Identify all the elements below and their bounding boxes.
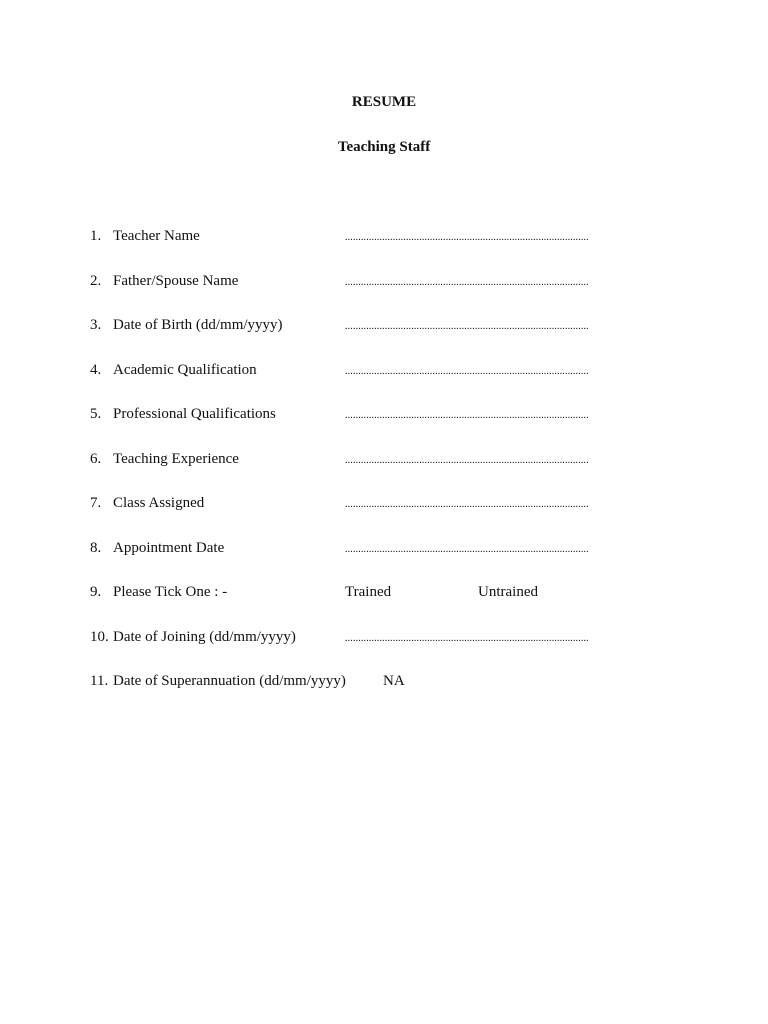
row-number: 2. [90,272,102,289]
row-number: 10. [90,628,109,645]
field-label: Date of Joining (dd/mm/yyyy) [113,628,296,645]
form-row-appointment-date [90,538,690,583]
form-row-teacher-name [90,226,690,271]
row-number: 9. [90,584,102,600]
field-label: Teacher Name [113,228,200,244]
resume-form [90,226,690,716]
form-row-date-of-joining [90,627,690,672]
form-row-academic-qualification [90,360,690,405]
document-title: RESUME [351,94,417,110]
option-trained[interactable]: Trained [345,584,392,600]
class-assigned-fill-line[interactable]: ............................................................................................ [345,499,589,510]
row-number: 7. [90,495,102,511]
row-number: 4. [90,361,102,378]
superannuation-value: NA [383,673,405,689]
option-untrained[interactable]: Untrained [478,584,538,600]
row-number: 1. [90,228,102,244]
date-of-joining-fill-line[interactable]: ............................................................................................ [345,632,589,644]
row-number: 6. [90,450,102,467]
father-spouse-name-fill-line[interactable]: ............................................................................................ [345,276,589,288]
field-label: Father/Spouse Name [113,272,239,289]
form-row-date-of-superannuation [90,671,690,716]
field-label: Class Assigned [113,495,205,511]
document-subtitle: Teaching Staff [337,139,431,155]
teacher-name-fill-line[interactable]: ............................................................................................ [345,232,589,243]
professional-qualifications-fill-line[interactable]: ............................................................................................ [345,410,589,421]
field-label: Professional Qualifications [113,406,276,422]
teaching-experience-fill-line[interactable]: ............................................................................................ [345,454,589,466]
field-label: Date of Superannuation (dd/mm/yyyy) [113,673,346,689]
field-label: Appointment Date [113,539,225,556]
row-number: 8. [90,539,102,556]
row-number: 5. [90,406,102,422]
form-row-teaching-experience [90,449,690,494]
field-label: Academic Qualification [113,361,257,378]
academic-qualification-fill-line[interactable]: ............................................................................................ [345,365,589,377]
date-of-birth-fill-line[interactable]: ............................................................................................ [345,321,589,332]
field-label: Date of Birth (dd/mm/yyyy) [113,317,283,333]
form-row-class-assigned [90,493,690,538]
field-label: Please Tick One : - [113,584,228,600]
form-row-father-spouse-name [90,271,690,316]
field-label: Teaching Experience [113,450,239,467]
form-row-tick-one [90,582,690,627]
row-number: 11. [90,673,109,689]
form-row-date-of-birth [90,315,690,360]
appointment-date-fill-line[interactable]: ............................................................................................ [345,543,589,555]
row-number: 3. [90,317,102,333]
form-row-professional-qualifications [90,404,690,449]
